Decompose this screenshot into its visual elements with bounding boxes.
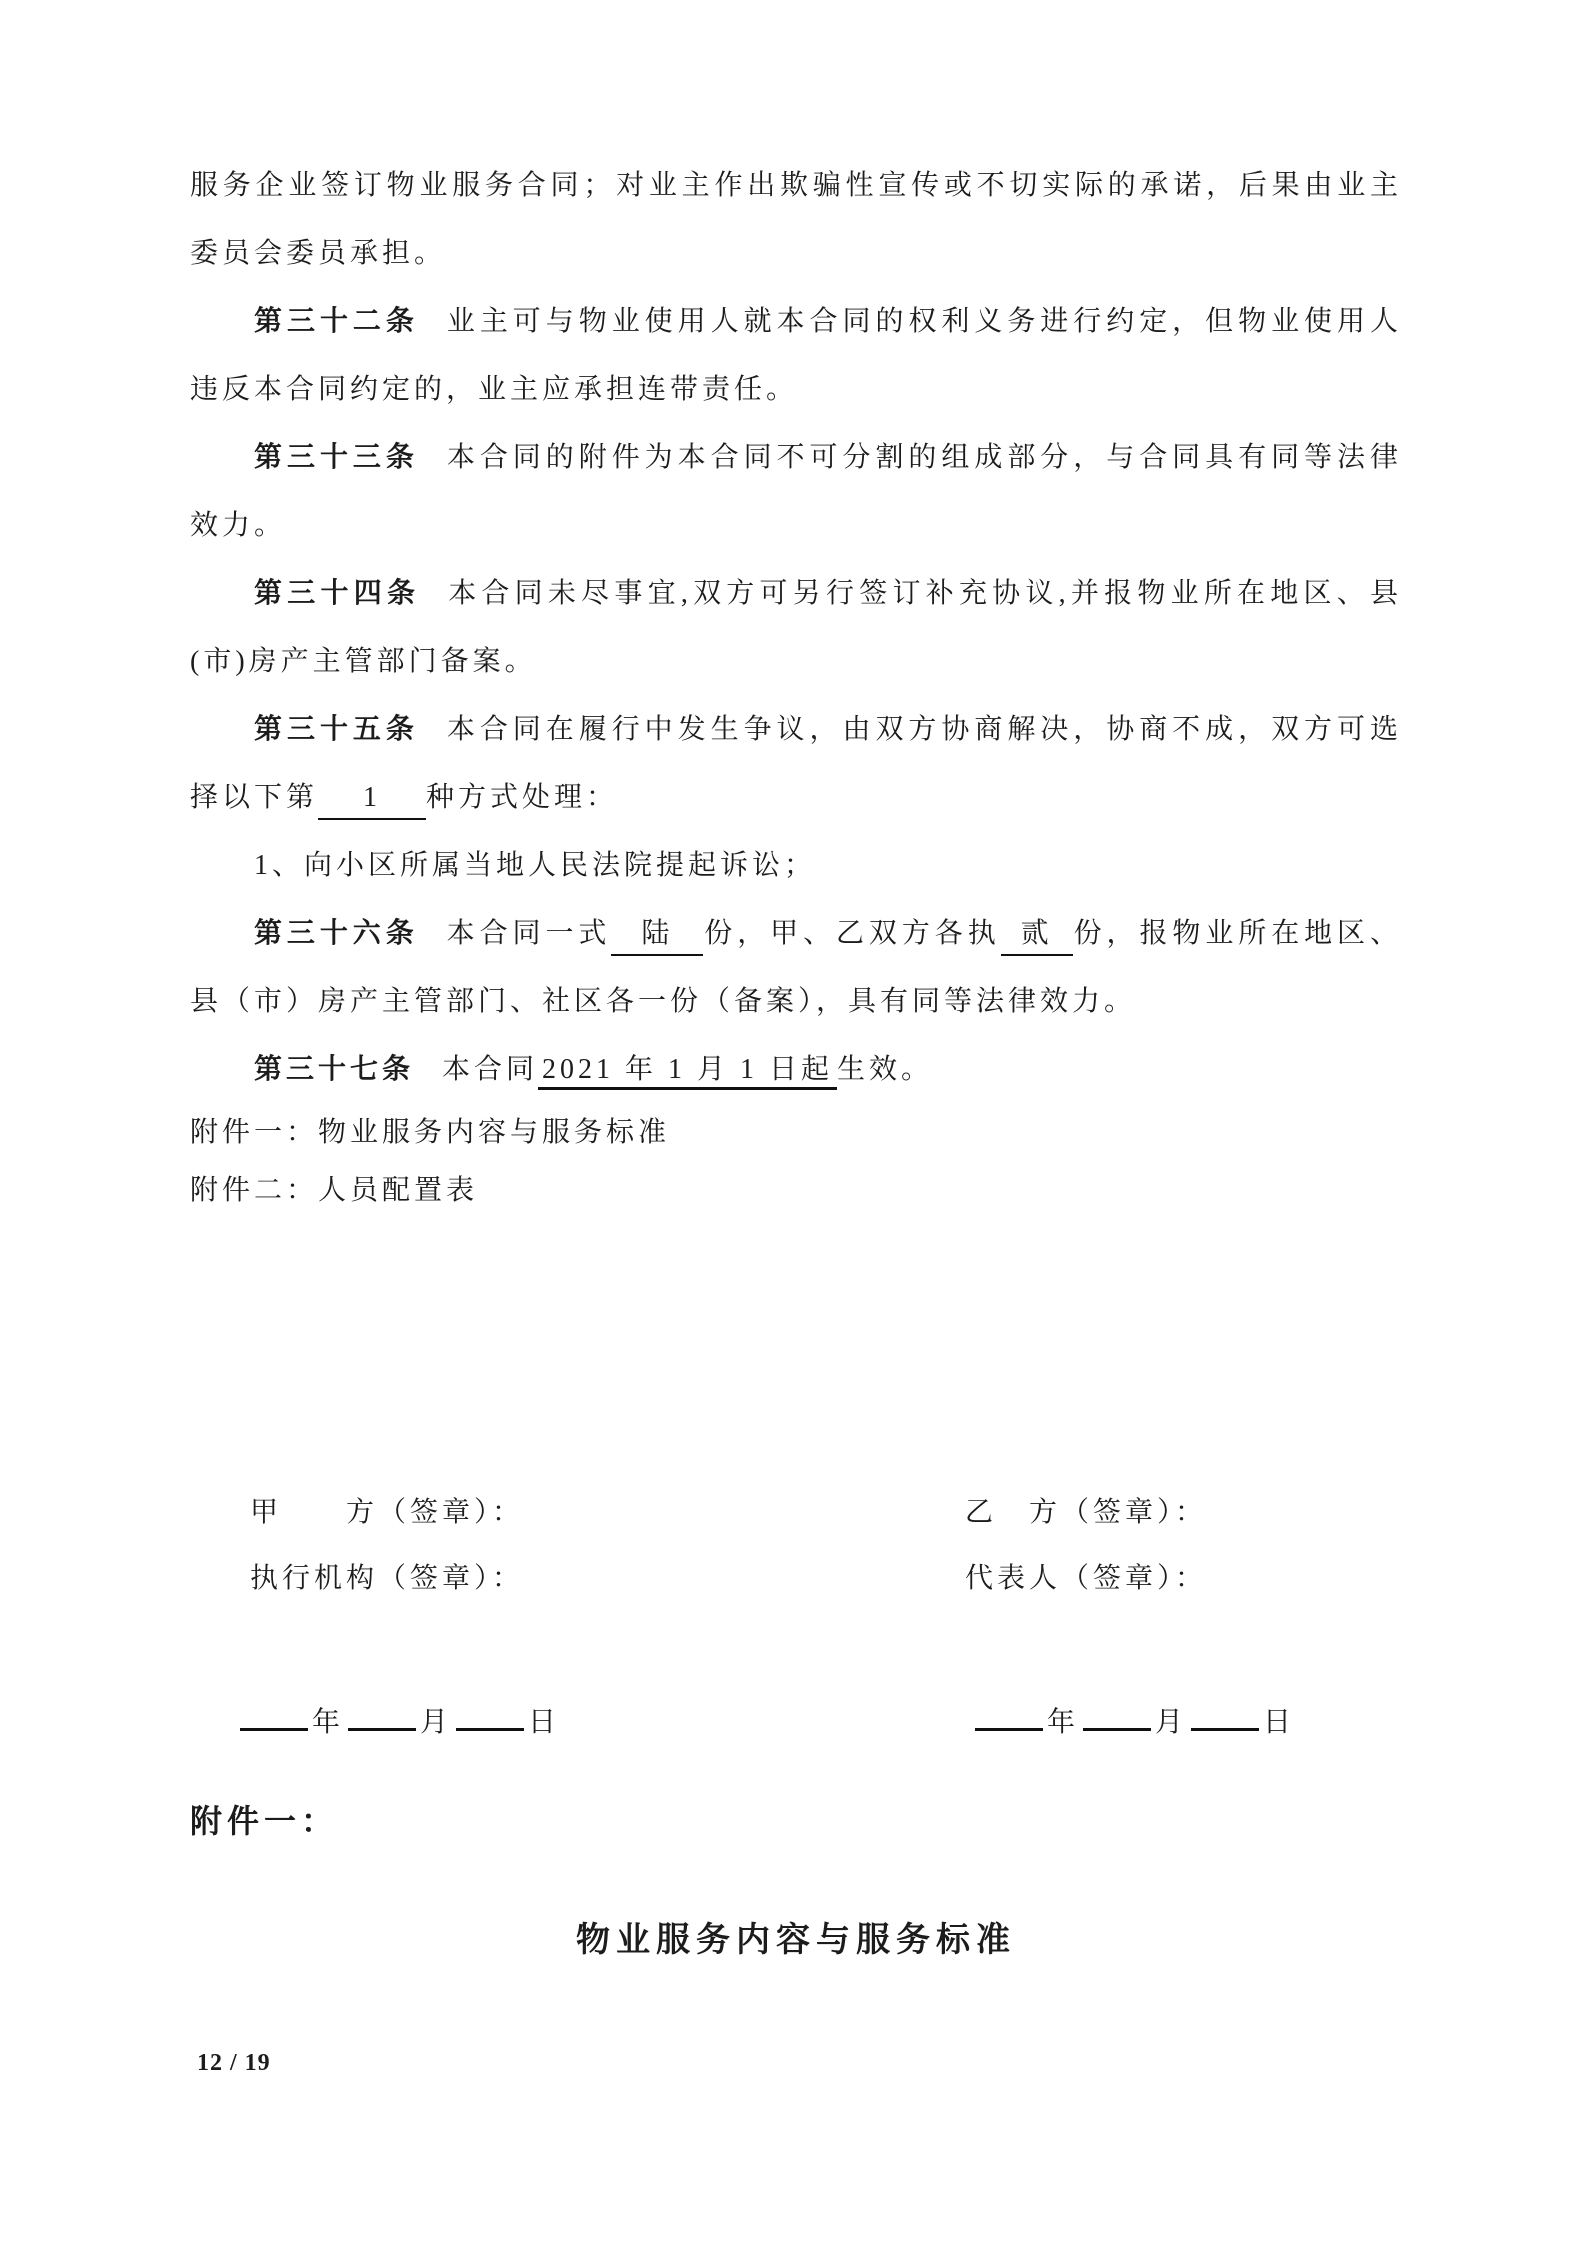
party-a-signature-label: 甲 方（签章）： [250,1497,525,1528]
signature-block [190,1480,1402,1756]
clause33-number: 第三十三条 [254,442,419,473]
month-blank-line [348,1694,416,1731]
clause37-effective-date: 2021 年 1 月 1 日起 [538,1054,837,1090]
clause36-text-2: 份，甲、乙双方各执 [703,918,1001,949]
clause35-number: 第三十五条 [254,714,419,745]
paragraph-clause35-item1 [190,832,1402,900]
attachment-ref-two [190,1162,1402,1220]
clause34-text: 本合同未尽事宜,双方可另行签订补充协议,并报物业所在地区、县(市)房产主管部门备案。 [190,578,1402,677]
clause36-text-1: 本合同一式 [446,918,612,949]
paragraph-clause35 [190,696,1402,832]
paragraph-clause31-continuation [190,152,1402,288]
clause35-blank-fill [318,778,426,820]
representative-signature-label: 代表人（签章）： [965,1563,1208,1594]
clause37-number: 第三十七条 [254,1054,415,1085]
clause34-number: 第三十四条 [254,578,421,609]
paragraph-clause32 [190,288,1402,424]
clause35-item1-text: 1、向小区所属当地人民法院提起诉讼； [254,850,817,881]
year-label: 年 [312,1707,343,1738]
attachment-ref-one-text: 附件一：物业服务内容与服务标准 [190,1117,671,1148]
clause31-text: 服务企业签订物业服务合同；对业主作出欺骗性宣传或不切实际的承诺，后果由业主委员会委员承担。 [190,170,1402,269]
paragraph-clause36 [190,900,1402,1036]
clause32-number: 第三十二条 [254,306,419,337]
year-blank-line [975,1694,1043,1731]
date-row [190,1690,1402,1756]
clause37-text-2: 生效。 [837,1054,934,1085]
exec-org-signature-label: 执行机构（签章）： [250,1563,525,1594]
clause36-each-value: 贰 [1020,918,1053,949]
month-blank-line [1083,1694,1151,1731]
paragraph-clause37 [190,1036,1402,1104]
appendix-one-label: 附件一： [190,1803,339,1839]
signature-row-agents [190,1546,1402,1612]
day-label: 日 [528,1707,559,1738]
clause36-number: 第三十六条 [254,918,419,949]
date-line-party-b [975,1690,1402,1756]
day-blank-line [456,1694,524,1731]
month-label: 月 [1155,1707,1186,1738]
attachment-ref-one [190,1104,1402,1162]
clause32-text: 业主可与物业使用人就本合同的权利义务进行约定，但物业使用人违反本合同约定的，业主应承担连带责任。 [190,306,1402,405]
clause36-each-blank [1001,914,1073,956]
day-blank-line [1191,1694,1259,1731]
contract-body [190,152,1402,1976]
paragraph-clause33 [190,424,1402,560]
clause35-text-after: 种方式处理： [426,782,619,813]
appendix-one-title: 物业服务内容与服务标准 [576,1922,1016,1959]
clause37-text-1: 本合同 [442,1054,539,1085]
year-blank-line [240,1694,308,1731]
day-label: 日 [1263,1707,1294,1738]
clause36-copies-value: 陆 [641,918,674,949]
clause36-copies-blank [611,914,703,956]
clause35-blank-value: 1 [363,782,382,813]
year-label: 年 [1047,1707,1078,1738]
party-b-signature-label: 乙 方（签章）： [965,1497,1208,1528]
signature-row-parties [190,1480,1402,1546]
clause33-text: 本合同的附件为本合同不可分割的组成部分，与合同具有同等法律效力。 [190,442,1402,541]
month-label: 月 [420,1707,451,1738]
date-line-party-a [240,1690,975,1756]
paragraph-clause34 [190,560,1402,696]
clause35-text-before: 本合同在履行中发生争议，由双方协商解决，协商不成，双方可选择以下第 [190,714,1402,813]
page-number-footer: 12 / 19 [197,2050,271,2076]
clause36-text-3: 份，报物业所在地区、县（市）房产主管部门、社区各一份（备案），具有同等法律效力。 [190,918,1402,1017]
attachment-ref-two-text: 附件二：人员配置表 [190,1175,479,1206]
